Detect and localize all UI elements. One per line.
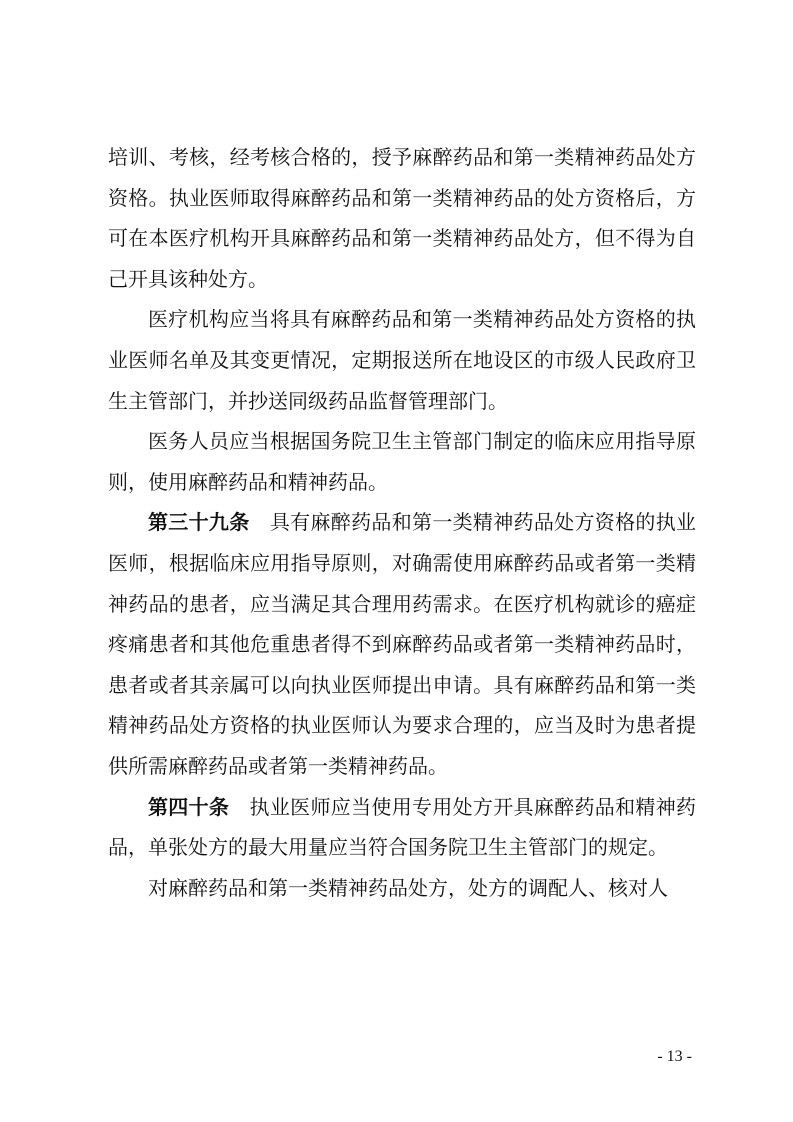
paragraph-text: 对麻醉药品和第一类精神药品处方，处方的调配人、核对人 <box>148 875 668 900</box>
paragraph-physician-list <box>108 299 696 421</box>
paragraph-medical-staff <box>108 421 696 502</box>
article-39 <box>108 502 696 786</box>
page-number: - 13 - <box>657 1048 692 1065</box>
article-number: 第三十九条 <box>148 510 250 535</box>
paragraph-continued-training <box>108 137 696 299</box>
article-text: 执业医师应当使用专用处方开具麻醉药品和精神药品，单张处方的最大用量应当符合国务院卫生主管部门的规定。 <box>108 794 697 860</box>
article-number: 第四十条 <box>148 794 230 819</box>
document-body <box>108 137 696 908</box>
article-40 <box>108 787 696 868</box>
paragraph-text: 培训、考核，经考核合格的，授予麻醉药品和第一类精神药品处方资格。执业医师取得麻醉药品和第一类精神药品的处方资格后，方可在本医疗机构开具麻醉药品和第一类精神药品处方，但不得为自己开具该种处方。 <box>108 145 696 291</box>
paragraph-prescription-dispenser <box>108 868 696 909</box>
article-text: 具有麻醉药品和第一类精神药品处方资格的执业医师，根据临床应用指导原则，对确需使用麻醉药品或者第一类精神药品的患者，应当满足其合理用药需求。在医疗机构就诊的癌症疼痛患者和其他危重患者得不到麻醉药品或者第一类精神药品时，患者或者其亲属可以向执业医师提出申请。具有麻醉药品和第一类精神药品处方资格的执业医师认为要求合理的，应当及时为患者提供所需麻醉药品或者第一类精神药品。 <box>108 510 697 778</box>
paragraph-text: 医务人员应当根据国务院卫生主管部门制定的临床应用指导原则，使用麻醉药品和精神药品。 <box>108 429 696 494</box>
paragraph-text: 医疗机构应当将具有麻醉药品和第一类精神药品处方资格的执业医师名单及其变更情况，定期报送所在地设区的市级人民政府卫生主管部门，并抄送同级药品监督管理部门。 <box>108 307 696 413</box>
